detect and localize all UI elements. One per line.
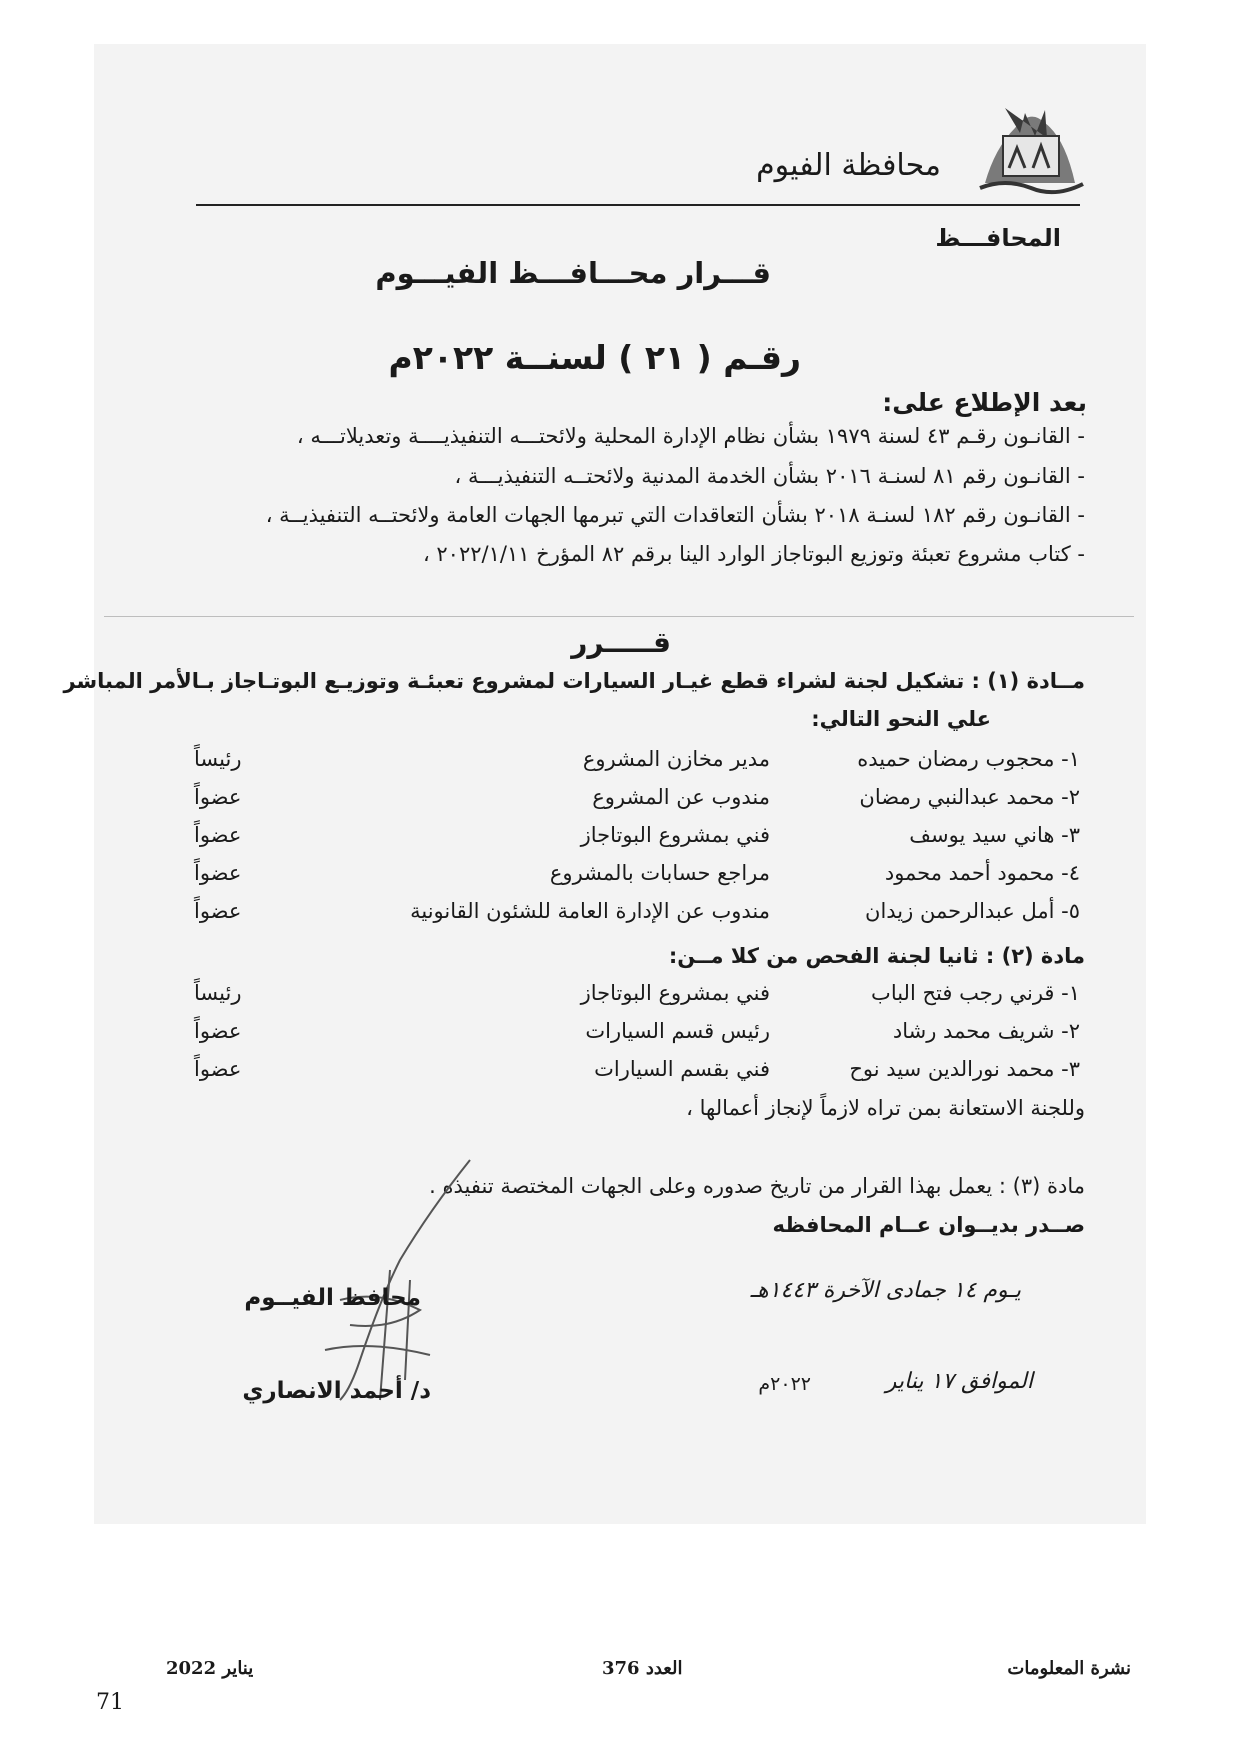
footer-bulletin: نشرة المعلومات	[1007, 1658, 1131, 1679]
member-title: فني بقسم السيارات	[594, 1057, 770, 1081]
decision-number: رقـم ( ٢١ ) لسنــة ٢٠٢٢م	[388, 338, 801, 377]
committee-row	[150, 785, 1080, 819]
member-role: عضواً	[194, 1019, 242, 1043]
governorate-emblem-icon	[975, 88, 1087, 200]
member-role: عضواً	[194, 823, 242, 847]
handwritten-signature	[320, 1150, 490, 1410]
member-role: عضواً	[194, 861, 242, 885]
hijri-date: يـوم ١٤ جمادى الآخرة ١٤٤٣هـ	[750, 1278, 1021, 1303]
footer-issue: العدد 376	[602, 1658, 683, 1679]
footer-month: يناير 2022	[166, 1658, 254, 1679]
issued-line: صــدر بديــوان عــام المحافظه	[772, 1213, 1085, 1237]
member-name: ١- محجوب رمضان حميده	[857, 747, 1080, 771]
member-title: مدير مخازن المشروع	[582, 747, 770, 771]
member-title: مندوب عن المشروع	[592, 785, 770, 809]
preamble-item: - كتاب مشروع تعبئة وتوزيع البوتاجاز الوارد الينا برقم ٨٢ المؤرخ ٢٠٢٢/١/١١ ،	[422, 542, 1085, 566]
member-title: مندوب عن الإدارة العامة للشئون القانونية	[410, 899, 770, 923]
member-name: ٢- محمد عبدالنبي رمضان	[859, 785, 1080, 809]
member-role: رئيساً	[194, 747, 242, 771]
committee-row	[150, 861, 1080, 895]
member-title: فني بمشروع البوتاجاز	[580, 981, 770, 1005]
member-role: عضواً	[194, 1057, 242, 1081]
decides-heading: قـــــرر	[571, 626, 671, 659]
office-label: المحافـــظ	[935, 224, 1061, 252]
header-divider	[196, 204, 1080, 206]
page-number: 71	[96, 1690, 124, 1715]
signatory-title: محافظ الفيــوم	[244, 1285, 421, 1311]
committee-row	[150, 1057, 1080, 1091]
article3-text: مادة (٣) : يعمل بهذا القرار من تاريخ صدوره وعلى الجهات المختصة تنفيذه .	[429, 1174, 1085, 1198]
member-name: ١- قرني رجب فتح الباب	[871, 981, 1080, 1005]
committee-row	[150, 899, 1080, 933]
member-title: رئيس قسم السيارات	[585, 1019, 770, 1043]
preamble-item: - القانـون رقم ٨١ لسنـة ٢٠١٦ بشأن الخدمة المدنية ولائحتــه التنفيذيـــة ،	[454, 464, 1085, 488]
article2-heading: مادة (٢) : ثانيا لجنة الفحص من كلا مــن:	[668, 944, 1085, 968]
committee-row	[150, 747, 1080, 781]
committee-row	[150, 1019, 1080, 1053]
member-title: مراجع حسابات بالمشروع	[549, 861, 770, 885]
member-role: عضواً	[194, 899, 242, 923]
gregorian-year: ٢٠٢٢م	[758, 1373, 811, 1395]
article1-heading: مــادة (١) : تشكيل لجنة لشراء قطع غيـار السيارات لمشروع تعبئـة وتوزيـع البوتـاجاز بـالأمر المباشر	[63, 669, 1085, 693]
gregorian-date: الموافق ١٧ يناير	[885, 1369, 1033, 1394]
member-name: ٥- أمل عبدالرحمن زيدان	[865, 899, 1080, 923]
preamble-heading: بعد الإطلاع على:	[882, 388, 1087, 417]
section-divider	[104, 616, 1134, 617]
article2-note: وللجنة الاستعانة بمن تراه لازماً لإنجاز أعمالها ،	[686, 1096, 1085, 1120]
member-name: ٣- هاني سيد يوسف	[909, 823, 1080, 847]
member-role: رئيساً	[194, 981, 242, 1005]
preamble-item: - القانـون رقم ١٨٢ لسنـة ٢٠١٨ بشأن التعاقدات التي تبرمها الجهات العامة ولائحتــه التنفيذيــة ،	[265, 503, 1085, 527]
preamble-item: - القانـون رقـم ٤٣ لسنة ١٩٧٩ بشأن نظام الإدارة المحلية ولائحتـــه التنفيذيــــة وتعديلاتـــه ،	[296, 424, 1085, 448]
member-name: ٤- محمود أحمد محمود	[884, 861, 1080, 885]
signatory-name: د/ أحمد الانصاري	[242, 1378, 431, 1404]
committee-row	[150, 823, 1080, 857]
member-name: ٢- شريف محمد رشاد	[892, 1019, 1080, 1043]
article1-subheading: علي النحو التالي:	[811, 707, 991, 731]
member-role: عضواً	[194, 785, 242, 809]
committee-row	[150, 981, 1080, 1015]
governorate-name: محافظة الفيوم	[756, 148, 941, 183]
member-name: ٣- محمد نورالدين سيد نوح	[849, 1057, 1080, 1081]
decision-title: قـــرار محـــافـــظ الفيـــوم	[375, 256, 771, 290]
member-title: فني بمشروع البوتاجاز	[580, 823, 770, 847]
